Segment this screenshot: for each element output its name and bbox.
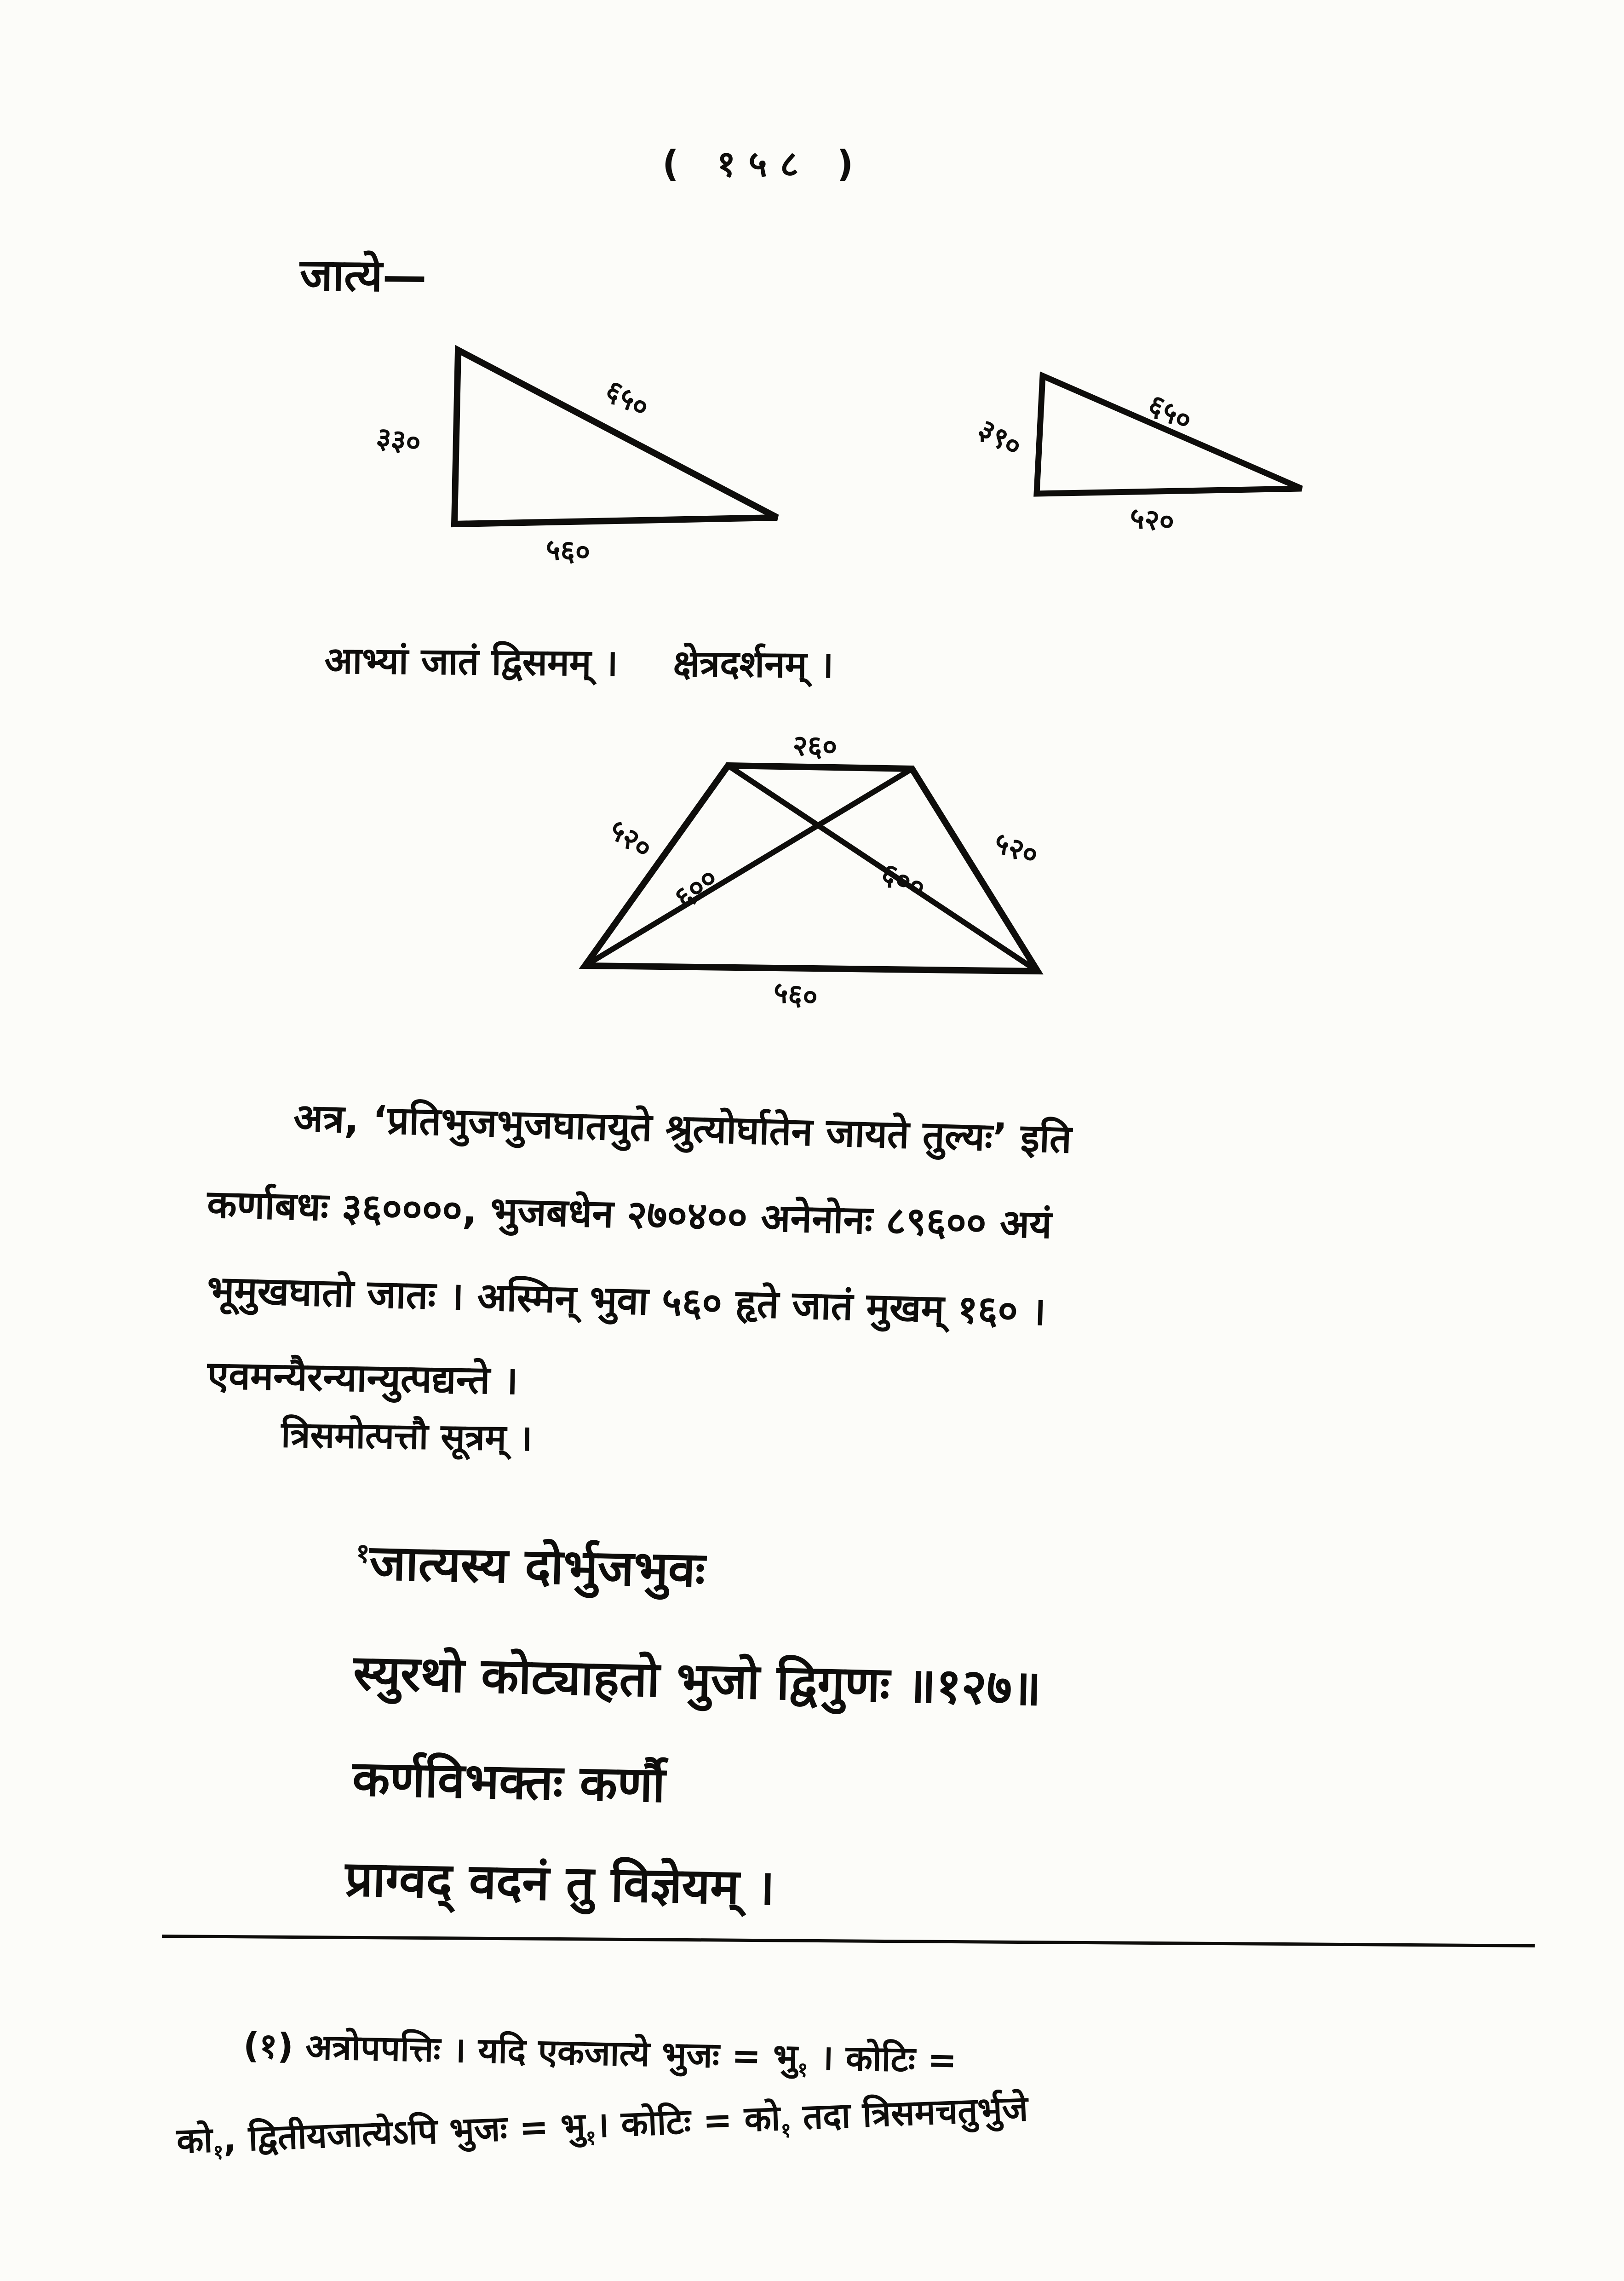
trapezoid-left-label: ५२० xyxy=(603,812,659,865)
trapezoid-bottom-label: ५६० xyxy=(771,974,820,1014)
triangle-left-hypotenuse-label: ६५० xyxy=(600,373,655,425)
footnote-marker: १ xyxy=(355,1537,370,1569)
triangle-left-base-label: ५६० xyxy=(545,532,591,569)
triangle-right-hypotenuse-label: ६५० xyxy=(1142,387,1198,438)
triangle-left-side-label: ३३० xyxy=(374,420,423,460)
trapezoid-right-label: ५२० xyxy=(989,825,1043,872)
paragraph-line: एवमन्यैरन्यान्युत्पद्यन्ते । xyxy=(207,1352,519,1403)
trapezoid-top-label: २६० xyxy=(792,728,838,764)
footnote-subscript: १ xyxy=(780,2118,792,2143)
footnote-subscript: १ xyxy=(797,2058,809,2082)
trapezoid-diagonal-left-label: ६०० xyxy=(668,860,724,915)
trapezoid xyxy=(585,766,1038,971)
caption-left-text: आभ्यां जातं द्विसमम् । xyxy=(324,639,619,685)
footnote-subscript: १ xyxy=(212,2140,224,2165)
verse-line xyxy=(355,1527,706,1601)
section-heading: जात्ये— xyxy=(299,249,427,302)
paragraph-line: अत्र, ‘प्रतिभुजभुजघातयुते श्रुत्योर्घातेन जायते तुल्यः’ इति xyxy=(293,1094,1073,1162)
footnote-subscript: १ xyxy=(585,2126,597,2150)
verse-line: प्राग्वद् वदनं तु विज्ञेयम् । xyxy=(344,1850,775,1916)
verse-line: स्युरथो कोट्याहतो भुजो द्विगुणः ॥१२७॥ xyxy=(352,1644,1042,1717)
figure-caption xyxy=(324,634,834,689)
footnote-text: । कोटिः = xyxy=(808,2036,958,2081)
footnote-text: । कोटिः = को xyxy=(595,2097,781,2145)
page-number: ( १५८ ) xyxy=(662,144,867,185)
caption-right-text: क्षेत्रदर्शनम् । xyxy=(673,642,834,686)
footnote-text: , द्वितीयजात्येऽपि भुजः = भु xyxy=(222,2104,586,2160)
verse-line: कर्णविभक्तः कर्णौ xyxy=(352,1750,666,1814)
sutra-intro: त्रिसमोत्पत्तौ सूत्रम् । xyxy=(281,1414,533,1459)
trapezoid-diagonal-right-label: ६०० xyxy=(876,856,931,905)
triangle-right-side-label: ३९० xyxy=(972,412,1028,464)
verse-line-text: जात्यस्य दोर्भुजभुवः xyxy=(369,1534,706,1599)
footnote-text: (१) अत्रोपपत्तिः । यदि एकजात्ये भुजः = भु xyxy=(242,2024,798,2078)
footnote-text: को xyxy=(176,2119,213,2161)
paragraph-line: कर्णाबधः ३६००००, भुजबधेन २७०४०० अनेनोनः ८९६०० अयं xyxy=(207,1181,1052,1247)
trapezoid-diagonal-left xyxy=(585,769,912,966)
footnote-text: तदा त्रिसमचतुर्भुजे xyxy=(790,2087,1029,2138)
triangle-right-base-label: ५२० xyxy=(1128,501,1176,539)
paragraph-line: भूमुखघातो जातः । अस्मिन् भुवा ५६० हृते जातं मुखम् १६० । xyxy=(207,1267,1047,1334)
trapezoid-diagonal-right xyxy=(728,766,1038,971)
